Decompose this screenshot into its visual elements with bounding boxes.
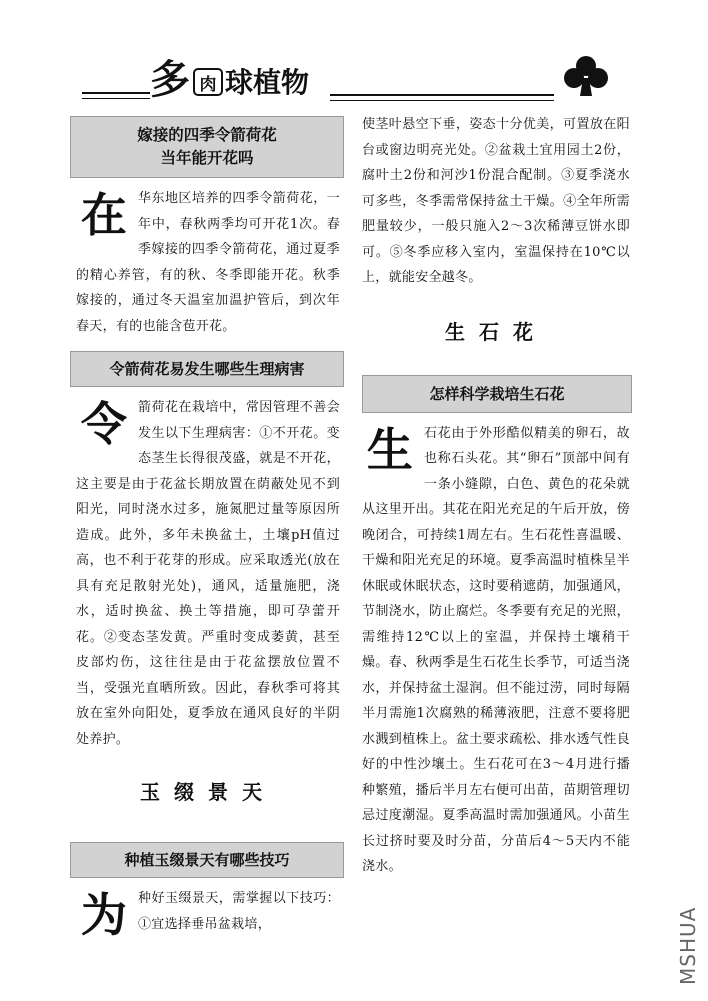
left-column: [76, 116, 340, 940]
article-sedum-start: [76, 886, 340, 942]
section-heading-lithops: 怎样科学栽培生石花: [362, 375, 632, 413]
header-rule-right: [330, 94, 554, 96]
section-heading-sedum: 种植玉缀景天有哪些技巧: [70, 842, 344, 878]
drop-cap: 在: [80, 188, 128, 242]
drop-cap: 生: [366, 422, 414, 477]
article-sedum-continued: 使茎叶悬空下垂，姿态十分优美，可置放在阳台或窗边明亮光处。②盆栽土宜用园土2份，腐叶土2份和河沙1份混合配制。③夏季浇水可多些，冬季需常保持盆土干燥。④全年所需肥量较少，一般只施入2～3次稀薄豆饼水即可。⑤冬季应移入室内，室温保持在10℃以上，就能安全越冬。: [362, 117, 630, 285]
section-heading-grafting: [70, 116, 344, 178]
plant-title-lithops: 生石花: [445, 319, 547, 344]
drop-cap: 为: [80, 888, 128, 942]
club-icon: [561, 54, 611, 98]
header-rule-right-thin: [330, 100, 554, 101]
page-header: [0, 0, 708, 112]
article-grafting: [76, 186, 340, 339]
column-title: [150, 54, 310, 103]
plant-title-sedum: 玉缀景天: [140, 780, 276, 804]
heading-line-2: 当年能开花吗: [160, 149, 254, 167]
column-title-rest: 球植物: [225, 66, 310, 99]
article-lithops: [362, 421, 630, 880]
article-text: 箭荷花在栽培中，常因管理不善会发生以下生理病害：①不开花。变态茎生长得很茂盛，就是不开花，这主要是由于花盆长期放置在荫蔽处见不到阳光，同时浇水过多，施氮肥过量等原因所造成。此外，多年未换盆土，土壤pH值过高，也不利于花芽的形成。应采取透光(放在具有充足散射光处)，通风，适量施肥，浇水，适时换盆、换土等措施，即可孕蕾开花。②变态茎发黄。严重时变成萎黄，甚至皮部灼伤，这往往是由于花盆摆放位置不当，受强光直晒所致。因此，春秋季可将其放在室外向阳处，夏季放在通风良好的半阴处养护。: [76, 400, 340, 747]
header-rule-left: [82, 92, 150, 94]
column-title-big: 多: [150, 57, 191, 103]
drop-cap: 令: [80, 397, 128, 451]
heading-line-1: 嫁接的四季令箭荷花: [137, 126, 277, 144]
article-text: 石花由于外形酷似精美的卵石，故也称石头花。其“卵石”顶部中间有一条小缝隙，白色、黄色的花朵就从这里开出。其花在阳光充足的午后开放，傍晚闭合，可持续1周左右。生石花性喜温暖、干燥和阳光充足的环境。夏季高温时植株呈半休眠或休眠状态，这时要稍遮荫，加强通风，节制浇水，防止腐烂。冬季要有充足的光照，需维持12℃以上的室温，并保持土壤稍干燥。春、秋两季是生石花生长季节，可适当浇水，并保持盆土湿润。但不能过涝，同时每隔半月需施1次腐熟的稀薄液肥，注意不要将肥水溅到植株上。盆土要求疏松、排水透气性良好的中性沙壤土。生石花可在3～4月进行播种繁殖，播后半月左右便可出苗，苗期管理切忌过度潮湿。夏季高温时需加强通风。小苗生长过挤时要及时分苗，分苗后4～5天内不能浇水。: [362, 425, 630, 874]
article-text: 华东地区培养的四季令箭荷花，一年中，春秋两季均可开花1次。春季嫁接的四季令箭荷花，通过夏季的精心养管，有的秋、冬季即能开花。秋季嫁接的，通过冬天温室加温护管后，到次年春天，有的也能含苞开花。: [76, 191, 340, 334]
section-heading-disease: 令箭荷花易发生哪些生理病害: [70, 351, 344, 387]
watermark: MSHUA: [676, 906, 700, 985]
header-rule-left-thin: [82, 98, 150, 99]
right-column: [362, 112, 630, 880]
article-text: 种好玉缀景天，需掌握以下技巧：①宜选择垂吊盆栽培，: [138, 891, 340, 932]
column-title-boxed: 肉: [193, 68, 223, 96]
article-disease: [76, 395, 340, 752]
